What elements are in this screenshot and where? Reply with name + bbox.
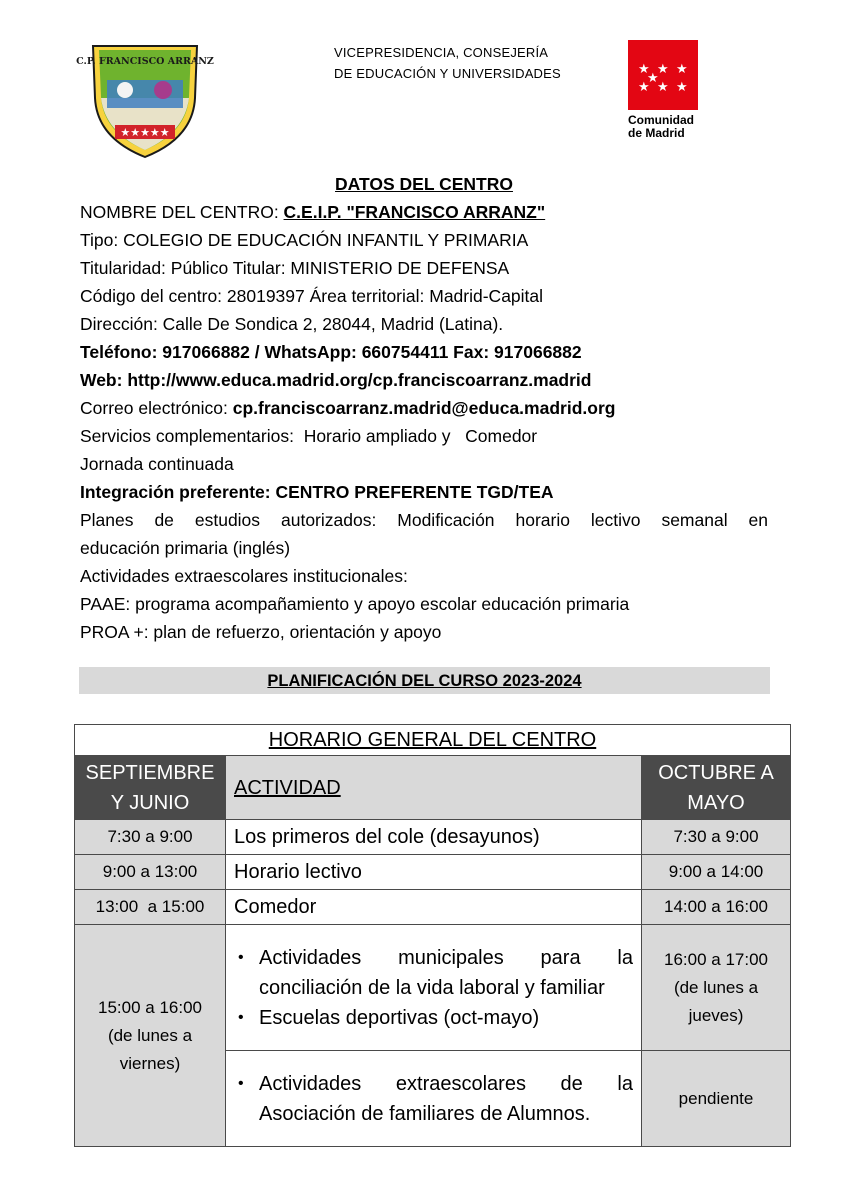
telefono-line: Teléfono: 917066882 / WhatsApp: 660754411 Fax: 917066882 [80,342,582,362]
madrid-name: Comunidad de Madrid [628,113,694,140]
comunidad-madrid-logo [628,40,702,140]
time-afternoon: 15:00 a 16:00 (de lunes a viernes) [75,925,226,1147]
time-group-2: pendiente [642,1051,791,1147]
agency-line-2: DE EDUCACIÓN Y UNIVERSIDADES [334,66,561,81]
time-sept-junio: 9:00 a 13:00 [75,855,226,890]
activity-group-1 [226,925,642,1051]
titularidad-line: Titularidad: Público Titular: MINISTERIO DE DEFENSA [80,258,510,278]
planes-line-2: educación primaria (inglés) [80,538,291,558]
table-row [75,925,791,1051]
list-item: • Actividades municipales para la conciliación de la vida laboral y familiar [234,943,633,1003]
schedule-title: HORARIO GENERAL DEL CENTRO [75,725,791,756]
jornada-line: Jornada continuada [80,454,234,474]
planificacion-title: PLANIFICACIÓN DEL CURSO 2023-2024 [79,667,770,694]
activity: Horario lectivo [226,855,642,890]
col-header-actividad: ACTIVIDAD [226,756,642,820]
agency-header [334,42,561,84]
time-sept-junio: 13:00 a 15:00 [75,890,226,925]
table-row [75,855,791,890]
list-item: • Actividades extraescolares de la Asociación de familiares de Alumnos. [234,1069,633,1129]
col-header-oct-mayo: OCTUBRE A MAYO [642,756,791,820]
activity: Los primeros del cole (desayunos) [226,820,642,855]
direccion-line: Dirección: Calle De Sondica 2, 28044, Madrid (Latina). [80,314,504,334]
correo-value: cp.franciscoarranz.madrid@educa.madrid.org [232,398,616,418]
school-logo-text: C.P. FRANCISCO ARRANZ [76,56,214,67]
section-title: DATOS DEL CENTRO [335,174,513,194]
nombre-line: NOMBRE DEL CENTRO: C.E.I.P. "FRANCISCO ARRANZ" [80,202,546,222]
col-header-sept-junio: SEPTIEMBRE Y JUNIO [75,756,226,820]
time-sept-junio: 7:30 a 9:00 [75,820,226,855]
table-row [75,820,791,855]
time-oct-mayo: 9:00 a 14:00 [642,855,791,890]
nombre-value: C.E.I.P. "FRANCISCO ARRANZ" [283,202,546,222]
agency-line-1: VICEPRESIDENCIA, CONSEJERÍA [334,45,549,60]
school-info [80,170,768,646]
school-logo [76,40,214,160]
table-row [75,890,791,925]
web-line: Web: http://www.educa.madrid.org/cp.franciscoarranz.madrid [80,370,592,390]
correo-line: Correo electrónico: cp.franciscoarranz.madrid@educa.madrid.org [80,398,616,418]
integracion-line: Integración preferente: CENTRO PREFERENTE TGD/TEA [80,482,554,502]
planes-line-1: Planes de estudios autorizados: Modificación horario lectivo semanal en [80,510,768,530]
tipo-line: Tipo: COLEGIO DE EDUCACIÓN INFANTIL Y PRIMARIA [80,230,529,250]
list-item: • Escuelas deportivas (oct-mayo) [234,1003,633,1033]
paae-line: PAAE: programa acompañamiento y apoyo escolar educación primaria [80,594,630,614]
madrid-flag-icon: ★ ★ ★ ★ ★ ★ ★ [628,40,698,110]
proa-line: PROA +: plan de refuerzo, orientación y apoyo [80,622,442,642]
activity-group-2 [226,1051,642,1147]
time-oct-mayo: 14:00 a 16:00 [642,890,791,925]
schedule-title-row [75,725,791,756]
schedule-table [74,724,791,1147]
actividades-line: Actividades extraescolares institucionales: [80,566,408,586]
servicios-line: Servicios complementarios: Horario ampliado y Comedor [80,426,538,446]
time-group-1: 16:00 a 17:00 (de lunes a jueves) [642,925,791,1051]
svg-text:★★★★★: ★★★★★ [120,126,170,139]
time-oct-mayo: 7:30 a 9:00 [642,820,791,855]
activity: Comedor [226,890,642,925]
codigo-line: Código del centro: 28019397 Área territorial: Madrid-Capital [80,286,544,306]
schedule-header-row [75,756,791,820]
